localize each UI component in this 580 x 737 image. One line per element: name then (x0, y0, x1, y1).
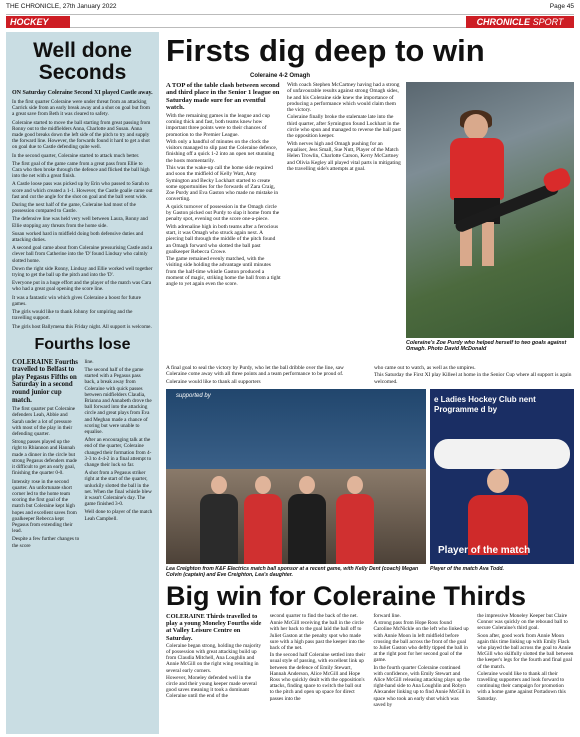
photo-caption: Coleraine's Zoe Purdy who helped herself to two goals against Omagh. Photo David McDonald (406, 340, 567, 353)
paragraph: ON Saturday Coleraine Second XI played Castle away. (12, 90, 153, 96)
brand-name: CHRONICLE (476, 17, 531, 27)
thirds-col-2 (270, 613, 367, 709)
firsts-story-cont (166, 365, 574, 386)
fourths-col-2 (85, 359, 154, 551)
fourths-story (12, 359, 153, 551)
paragraph: Despite a few further changes to the score (12, 536, 80, 549)
paragraph: A quick turnover of possession in the Omagh circle by Gaston picked out Purdy to slap it home from the penalty spot, evening out the score one-a-piece. (166, 203, 280, 223)
page-number: Page 45 (549, 3, 574, 10)
paragraph: The first quarter put Coleraine defenders Leah, Abbie and Sarah under a lot of pressure with most of the play in their defending quarter. (12, 406, 76, 438)
paragraph: It was a fantastic win which gives Coleraine a boost for future games. (12, 294, 141, 307)
paragraph: A TOP of the table clash between second and third place in the Senior 1 league on Saturday made sure for an eventful watch. (166, 82, 280, 112)
paragraph: Strong passes played up the right to Rhiannon and Hannah made a dinner in the circle but strong Pegasus defenders made it difficult to get an early goal, finishing the quarter 0-0. (12, 439, 77, 477)
paragraph: Down the right side Ronny, Lindsay and Ellie worked well together trying to get the ball up the pitch and into the 'D'. (12, 265, 153, 279)
paragraph: With only a handful of minutes on the clock the visitors managed to slip past the Coleraine defence, finishing off a quick 1-2 into an open net stunning the hosts momentarily. (166, 138, 278, 164)
paragraph: Intensity rose in the second quarter. An unfortunate short corner led to the home team scoring the first goal of the match but Coleraine kept high hopes and excellent saves from goalkeeper Rebecca kept Pegasus from extending their lead. (12, 478, 77, 535)
main-headline: Firsts dig deep to win (166, 33, 485, 68)
paragraph: However, Moneley defended well in the circle and their young keeper made several good saves meaning it took a dominant Coleraine until the end of the (166, 674, 257, 700)
match-score: Coleraine 4-2 Omagh (250, 73, 311, 79)
paragraph: With the remaining games in the league and cup coming thick and fast, both teams knew how important three points were to their chances of promotion to the Premier League. (166, 112, 270, 138)
sponsor-group-photo (166, 389, 426, 564)
paragraph: The defensive line was held very well between Laura, Ronny and Ellie stopping any threats from the home side. (12, 216, 148, 229)
firsts-col-4 (374, 365, 574, 386)
brand-tag (466, 16, 574, 28)
photo-overlay-text: Player of the match (438, 545, 531, 556)
paragraph: In the second half Coleraine settled into their usual style of passing, with excellent link up between the defence of Emily Stewart, Hannah Anderson, Alice McGill and Hope Ross who quickly dealt with the opposition's attacks, finding space to switch the ball out to the pitch and open up space for direct passes into the (269, 652, 366, 702)
firsts-story (166, 82, 402, 289)
paragraph: A strong pass from Hope Ross found Caroline McNickle on the left who linked up with Annie Moon in left midfield before crossing the ball across the front of the goal to Juliet Gaston who deftly tipped the ball in at the right post for her second goal of the game. (373, 620, 469, 664)
paragraph: After an encouraging talk at the end of the quarter, Coleraine changed their formation from 4-3-3 to 4-4-2 in a final attempt to change their luck so far. (84, 437, 152, 468)
firsts-col-2 (287, 82, 402, 289)
paragraph: A final goal to seal the victory by Purdy, who let the ball dribble over the line, saw Coleraine come away with all three points and a team performance to be proud of. (166, 365, 344, 378)
firsts-col-3 (166, 365, 366, 386)
paragraph: In the first quarter Coleraine were under threat from an attacking Carrick side from an early break away and a shot on goal but from a great save from Beth it was cleared to safety. (12, 99, 150, 118)
paragraph: Coleraine began strong, holding the majority of possession with great attacking build up from Claudia Mitchell, Ana Loughlin and Annie McGill on the right wing resulting in several early corners. (166, 642, 262, 674)
paragraph: Coleraine would like to thank all supporters (166, 378, 261, 385)
paragraph: forward line. (373, 613, 401, 619)
paragraph: Coleraine finally broke the stalemate late into the third quarter, after Symington found Lockhart in the circle who spun and managed to reverse the ball past the opposition keeper. (287, 114, 401, 140)
paragraph: Annie McGill receiving the ball in the circle with her back to the goal laid the ball off to Juliet Gaston at the penalty spot who made sure with a high pass past the keeper into the back of the net. (269, 620, 365, 652)
paragraph: With adrenaline high in both teams after a ferocious start, it was Omagh who struck again next. A piercing ball through the middle of the pitch found an Omagh forward who slotted the ball past goalkeeper Rebecca Crowe. (166, 223, 279, 255)
sidebar-title-seconds: Well done Seconds (33, 39, 132, 84)
player-action-photo (406, 82, 574, 338)
thirds-col-4 (477, 613, 574, 709)
section-tag: HOCKEY (6, 16, 70, 28)
paragraph: Coleraine would like to thank all their travelling supporters and look forward to continuing their campaign for promotion with a home game against Portadown this Saturday. (477, 670, 566, 702)
paragraph: The first goal of the game came from a great pass from Ellie to Cara who then broke through the defence and flicked the ball high into the net with a great finish. (12, 160, 150, 180)
paragraph: A Castle loose pass was picked up by Erin who passed to Sarah to score and which created a 1-1. However, the Castle goalie came out fast and cut the angle for the shot on goal and the ball went wide. (12, 181, 153, 200)
paragraph: With coach Stephen McCartney having had a strong of unfavourable results against strong Omagh sides, he and his Coleraine side knew the importance of producing a performance which would claim them the victory. (287, 82, 400, 114)
paragraph: who came out to watch, as well as the umpires. (374, 365, 476, 371)
paragraph: Well done to player of the match Leah Campbell. (84, 509, 153, 522)
thirds-col-1 (166, 613, 263, 709)
photo-caption: Lea Creighton from K&F Electrics match ball sponsor at a recent game, with Kelly Dent (coach) Megan Colvin (captain) and Eve Creighton, Lea's daughter. (166, 566, 419, 578)
paragraph: COLERAINE Fourths travelled to Belfast to play Pegasus Fifths on Saturday in a second round junior cup match. (12, 358, 78, 404)
thirds-headline: Big win for Coleraine Thirds (166, 581, 527, 611)
firsts-col-1 (166, 82, 281, 289)
paragraph: A shot from a Pegasus striker right at the start of the quarter, unluckily slotted the ball in the net. When the final whistle blew it wasn't Coleraine's day. The game finished 3-0. (84, 470, 152, 508)
brand-suffix: SPORT (532, 17, 564, 27)
paragraph: the impressive Moneley Keeper but Claire Connor was quickly on the rebound ball to secure Coleraine's third goal. (477, 613, 568, 632)
paragraph: The game remained evenly matched, with the visiting side holding the advantage until minutes from the half-time whistle Gaston produced a moment of magic, striking home the ball from a tight angle to yet again even the score. (166, 256, 281, 288)
player-of-match-photo (430, 389, 574, 564)
paragraph: In the fourth quarter Coleraine continued with confidence, with Emily Stewart and Alice McGill releasing attacking plays up the right-hand side to Ana Loughlin and Robyn Alexander linking up to find Annie McGill in space who took an early shot which was saved by (373, 664, 470, 708)
paragraph: During the next half of the game, Coleraine had most of the possession compared to Castle. (12, 202, 136, 215)
wall-text: supported by (176, 393, 211, 399)
paragraph: second quarter to find the back of the net. (269, 613, 358, 619)
sidebar (6, 32, 159, 734)
paragraph: This was the wake-up call the home side required and soon the midfield of Kelly Watt, Amy Symington and Becky Lockhart started to create some opportunities for the forwards of Zara Craig, Zoe Purdy and Eva Gaston who made no mistake in converting. (166, 165, 279, 203)
paragraph: Coleraine started to move the ball starting from great passing from Ronny out to the midfielders Anna, Charlotte and Susan. Anna made good breaks down the left side of the pitch to try and supply the forward line. However, the forwards found it hard to get a shot on goal due to Castle defending quite well. (12, 119, 151, 151)
thirds-story (166, 613, 574, 709)
club-banner: e Ladies Hockey Club nent Programme d by (434, 395, 536, 414)
paragraph: A second goal came about from Coleraine pressurising Castle and a clever ball from Catherine into the 'D' found Lindsay who calmly slotted home. (12, 245, 153, 264)
paragraph: Susan worked hard in midfield doing both defensive duties and attacking duties. (12, 230, 144, 244)
paragraph: The girls host Ballymena this Friday night. All support is welcome. (12, 323, 152, 330)
paragraph: Everyone put in a huge effort and the player of the match was Cara who had a great goal opening the score line. (12, 280, 152, 293)
paragraph: This Saturday the First XI play Killeel at home in the Senior Cup where all support is again welcomed. (374, 372, 572, 385)
paragraph: With nerves high and Omagh pushing for an equaliser, Jess Small, Sue Nutt, Player of the Match Helen Trowlin, Charlotte Carson, Kerry McCartney and Olivia Kegley all played vital parts in mitigating the travelling side's attempts at goal. (287, 140, 401, 172)
paragraph: In the second quarter, Coleraine started to attack much better. (12, 152, 140, 159)
photo-caption: Player of the match Ava Todd. (430, 566, 504, 572)
paragraph: Soon after, good work from Annie Moon again this time linking up with Emily Flack who played the ball across the goal to Annie McGill who skilfully slotted the ball between the keeper's legs for the fourth and final goal of the match. (477, 632, 574, 670)
paragraph: The girls would like to thank Johnny for umpiring and the travelling support. (12, 309, 133, 322)
paragraph: line. (84, 358, 94, 365)
sidebar-title-fourths: Fourths lose (34, 335, 131, 353)
fourths-col-1 (12, 359, 81, 551)
page-header (6, 3, 574, 13)
section-banner (6, 14, 574, 28)
seconds-story (12, 90, 153, 330)
thirds-col-3 (374, 613, 471, 709)
paragraph: The second half of the game started with a Pegasus pass back, a break away from Coleraine with quick passes between midfielders Claudia, Brianna and Annabeth drove the ball forward into the attacking circle and great plays from Eva and Meghan made a chance of scoring but were unable to equalise. (84, 366, 152, 435)
paper-date: THE CHRONICLE, 27th January 2022 (6, 3, 117, 10)
paragraph: COLERAINE Thirds travelled to play a young Moneley Fourths side at Valley Leisure Centre on Saturday. (166, 613, 262, 642)
